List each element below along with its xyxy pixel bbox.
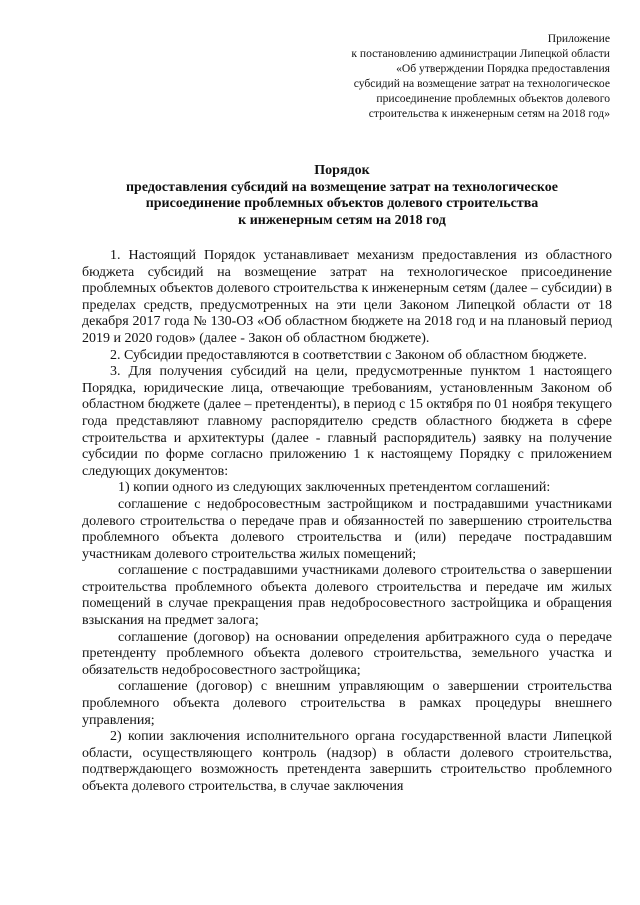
appendix-line: «Об утверждении Порядка предоставления (396, 62, 610, 75)
title-line: к инженерным сетям на 2018 год (238, 212, 446, 228)
list-item-2: 2) копии заключения исполнительного органа государственной власти Липецкой области, осуществляющего контроль (надзор) в области долевого строительства, подтверждающего возможность претендента завершить строительство проблемного объекта долевого строительства, в случае заключения (82, 729, 612, 794)
document-title (72, 163, 612, 229)
appendix-line: Приложение (547, 32, 610, 45)
agreement-item: соглашение (договор) с внешним управляющим о завершении строительства проблемного объекта долевого строительства в рамках процедуры внешнего управления; (82, 679, 612, 728)
appendix-line: строительства к инженерным сетям на 2018 год» (368, 107, 610, 120)
appendix-line: к постановлению администрации Липецкой области (351, 47, 610, 60)
paragraph-2: 2. Субсидии предоставляются в соответствии с Законом об областном бюджете. (110, 347, 587, 363)
paragraph-1: 1. Настоящий Порядок устанавливает механизм предоставления из областного бюджета субсидий на возмещение затрат на технологическое присоединение проблемных объектов долевого строительства к инженерным сетям (далее – субсидии) в пределах средств, предусмотренных на эти цели Законом Липецкой области от 18 декабря 2017 года № 130-ОЗ «Об областном бюджете на 2018 год и на плановый период 2019 и 2020 годов» (далее - Закон об областном бюджете). (82, 248, 612, 346)
title-line: Порядок (314, 163, 370, 178)
appendix-header (280, 31, 610, 121)
agreement-item: соглашение (договор) на основании определения арбитражного суда о передаче претенденту проблемного объекта долевого строительства, земельного участка и обязательств недобросовестного застройщика; (82, 629, 612, 678)
title-line: присоединение проблемных объектов долевого строительства (145, 196, 539, 211)
document-body (82, 248, 612, 796)
paragraph-3: 3. Для получения субсидий на цели, предусмотренные пунктом 1 настоящего Порядка, юридические лица, отвечающие требованиям, установленным Законом об областном бюджете (далее – претенденты), в период с 15 октября по 01 ноября текущего года представляют главному распорядителю средств областного бюджета в сфере строительства и архитектуры (далее - главный распорядитель) заявку на получение субсидии по форме согласно приложению 1 к настоящему Порядку с приложением следующих документов: (82, 364, 612, 479)
appendix-line: субсидий на возмещение затрат на технологическое (353, 77, 610, 90)
list-item-1: 1) копии одного из следующих заключенных претендентом соглашений: (118, 480, 551, 496)
agreement-item: соглашение с пострадавшими участниками долевого строительства о завершении строительства проблемного объекта долевого строительства и передаче им жилых помещений в случае прекращения прав недобросовестного застройщика и обращения взыскания на предмет залога; (82, 563, 612, 629)
appendix-line: присоединение проблемных объектов долевого (376, 92, 610, 105)
agreement-item: соглашение с недобросовестным застройщиком и пострадавшими участниками долевого строительства о передаче прав и обязанностей по завершению строительства проблемного объекта долевого строительства и (или) передаче пострадавшим участникам долевого строительства жилых помещений; (82, 496, 612, 562)
title-line: предоставления субсидий на возмещение затрат на технологическое (125, 179, 559, 195)
